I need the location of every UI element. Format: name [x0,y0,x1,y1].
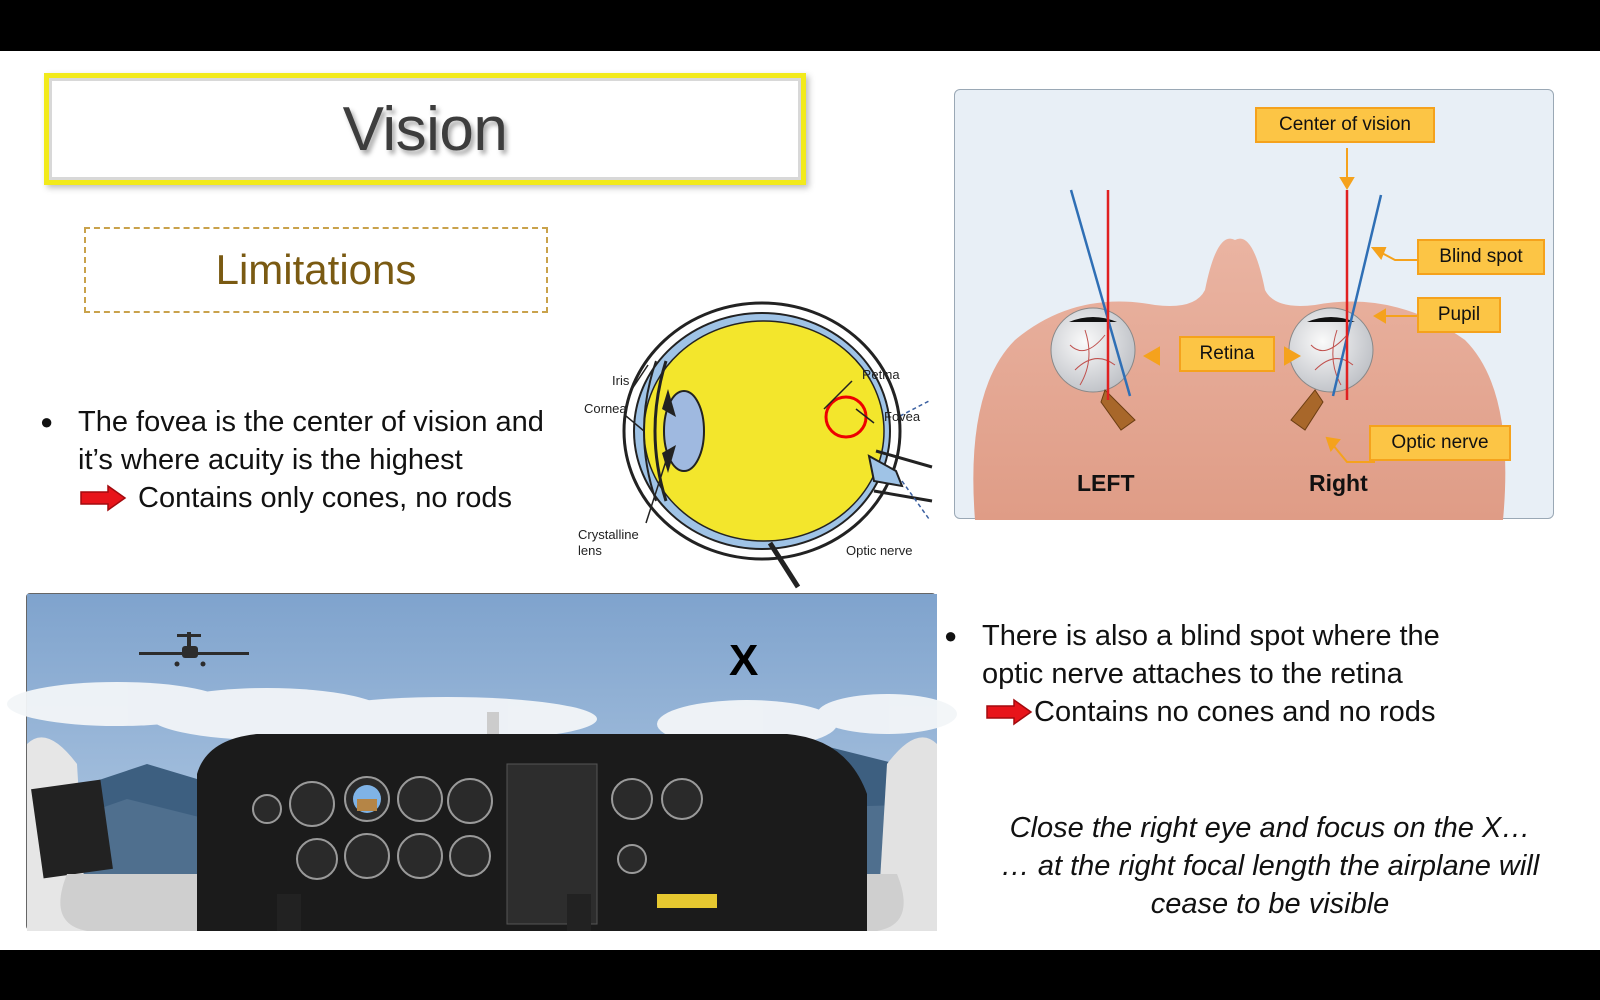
label-iris: Iris [612,373,630,388]
eye-anatomy-diagram [578,291,934,621]
cockpit-illustration [26,593,936,930]
instruction-line: cease to be visible [1150,888,1390,920]
bullet-text-line: optic nerve attaches to the retina [982,658,1403,690]
blind-spot-diagram [954,89,1554,519]
bullet-text-line: There is also a blind spot where the [982,620,1440,652]
instruction-line: Close the right eye and focus on the X… [1009,812,1531,844]
label-blind-spot: Blind spot [1417,239,1545,275]
bullet-fovea [40,403,600,517]
slide-subtitle: Limitations [215,246,417,293]
instruction-text [960,809,1580,923]
label-lens: lens [578,543,602,558]
bullet-blind-spot [944,617,1574,731]
label-center-of-vision: Center of vision [1255,107,1435,143]
bullet-dot: ● [40,409,54,434]
slide [0,51,1600,950]
focus-x-mark: X [729,636,759,685]
label-retina: Retina [862,367,900,382]
label-optic-nerve-head: Optic nerve [1369,425,1511,461]
label-right: Right [1309,470,1368,496]
arrow-text: Contains no cones and no rods [1034,696,1436,728]
label-pupil: Pupil [1417,297,1501,333]
arrow-text: Contains only cones, no rods [138,482,512,514]
label-retina-head: Retina [1179,336,1275,372]
arrow-line [986,693,1574,731]
bullet-line [944,617,1574,693]
instruction-line: … at the right focal length the airplane will [1000,850,1540,882]
slide-title: Vision [342,94,508,164]
red-arrow-icon [986,699,1032,725]
label-fovea: Fovea [884,409,921,424]
title-box [44,73,806,185]
cockpit-scene [27,594,937,931]
subtitle-box [84,227,548,313]
bullet-text-line: The fovea is the center of vision and [78,406,544,438]
label-optic-nerve: Optic nerve [846,543,913,558]
label-left: LEFT [1077,470,1135,496]
label-cornea: Cornea [584,401,627,416]
bullet-text-line: it’s where acuity is the highest [78,444,463,476]
bullet-dot: ● [944,623,958,648]
bullet-line [40,403,600,479]
head-shape [973,239,1505,520]
red-arrow-icon [80,485,126,511]
arrow-line [80,479,600,517]
label-crystalline: Crystalline [578,527,639,542]
